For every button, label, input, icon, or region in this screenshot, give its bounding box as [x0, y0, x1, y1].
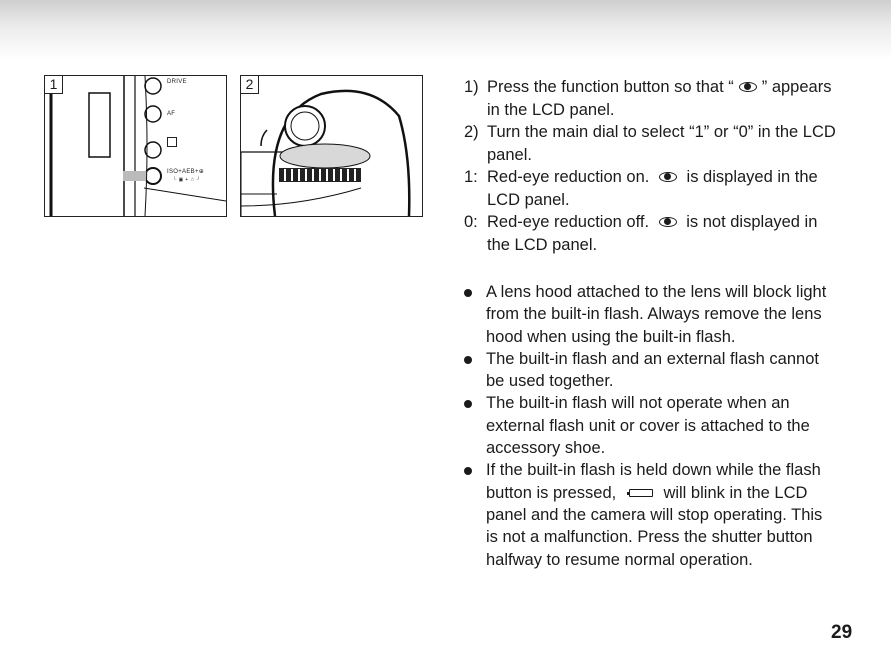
bullet-icon [464, 356, 472, 364]
setting-text-after: is not displayed in the LCD panel. [487, 213, 818, 254]
setting-text-before: Red-eye reduction off. [487, 213, 650, 231]
battery-icon [627, 489, 653, 497]
setting-text-after: is displayed in the LCD panel. [487, 168, 818, 209]
bullet-icon [464, 467, 472, 475]
note-text: The built-in flash will not operate when an external flash unit or cover is attached to the accessory shoe. [486, 394, 810, 458]
figure-2-illustration [241, 76, 422, 216]
bullet-icon [464, 400, 472, 408]
step-number: 2) [464, 123, 479, 141]
figure-1-number: 1 [45, 76, 63, 94]
red-eye-reduction-icon [658, 216, 678, 228]
drive-label: DRIVE [167, 79, 187, 85]
iso-aeb-label: ISO+AEB+⊕ [167, 169, 205, 175]
step-text: Turn the main dial to select “1” or “0” in the LCD panel. [487, 123, 836, 164]
scan-shadow [0, 0, 891, 60]
red-eye-reduction-icon [658, 171, 678, 183]
red-eye-reduction-icon [738, 81, 758, 93]
note-item [464, 392, 836, 459]
figure-1-illustration [45, 76, 226, 216]
bullet-icon [464, 289, 472, 297]
setting-text-before: Red-eye reduction on. [487, 168, 650, 186]
step-2 [464, 121, 836, 166]
figure-2-flash [240, 75, 423, 217]
step-text-after: ” appears in the LCD panel. [487, 78, 832, 119]
page-number: 29 [831, 622, 853, 643]
setting-1 [464, 166, 836, 211]
note-text: A lens hood attached to the lens will block light from the built-in flash. Always remove the lens hood when using the built-in flash. [486, 283, 827, 346]
notes-list [464, 281, 836, 571]
note-item [464, 459, 836, 570]
step-text-before: Press the function button so that “ [487, 78, 734, 96]
note-item [464, 281, 836, 348]
step-number: 1) [464, 78, 479, 96]
figure-1-buttons [44, 75, 227, 217]
note-text-before: If the built-in flash is held down while the flash button is pressed, [486, 461, 821, 502]
step-1 [464, 76, 836, 121]
iso-sub-label: └ ▣ + ☆ ┘ [173, 177, 201, 183]
af-label: AF [167, 111, 176, 117]
note-text: The built-in flash and an external flash cannot be used together. [486, 349, 819, 391]
note-item [464, 348, 836, 393]
note-text-after: will blink in the LCD panel and the camera will stop operating. This is not a malfunction. Press the shutter button halfway to resume normal operation. [486, 483, 823, 569]
setting-number: 1: [464, 168, 478, 186]
setting-0 [464, 211, 836, 256]
setting-number: 0: [464, 213, 478, 231]
metering-icon [167, 137, 177, 147]
figure-2-number: 2 [241, 76, 259, 94]
procedure-steps [464, 76, 836, 256]
